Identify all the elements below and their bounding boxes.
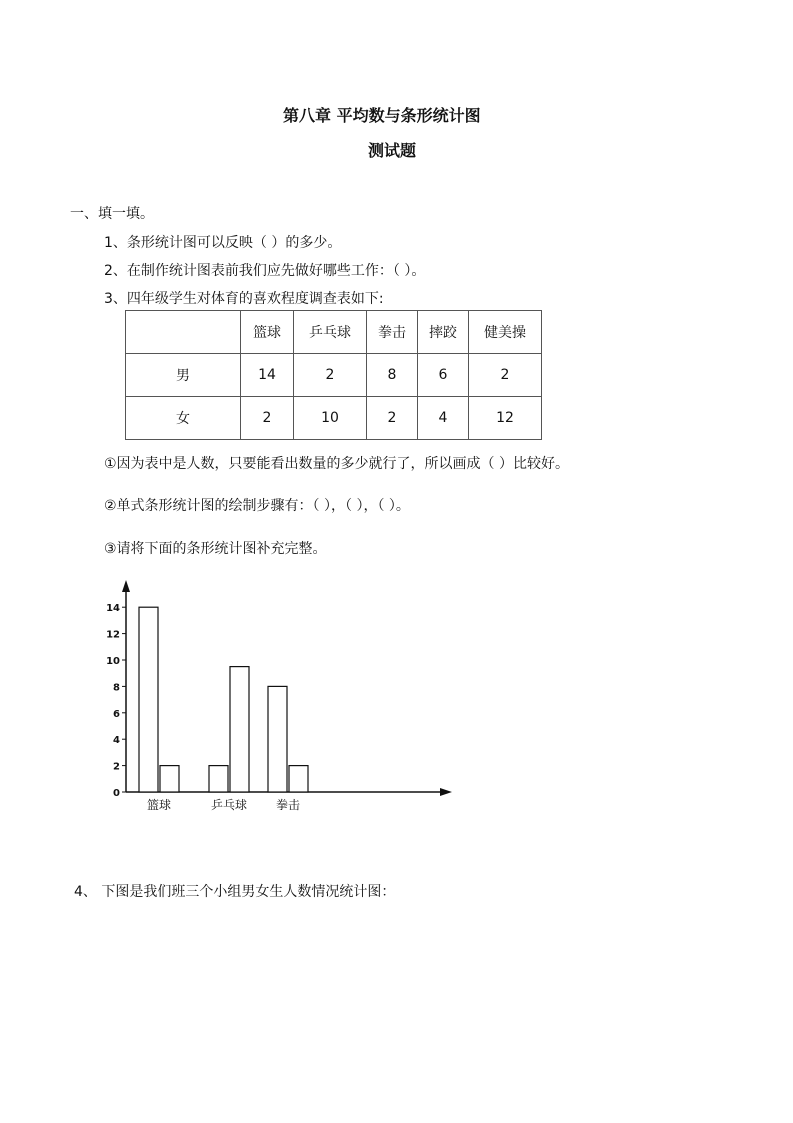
- table-row: [126, 354, 542, 397]
- y-tick-label: 4: [113, 735, 120, 747]
- table-row: [126, 397, 542, 440]
- bar: [289, 766, 308, 792]
- x-tick-label: 拳击: [275, 798, 301, 812]
- table-cell: 8: [367, 354, 418, 397]
- x-axis-arrow-icon: [440, 788, 452, 796]
- bar: [268, 686, 287, 792]
- subquestion-3: ③请将下面的条形统计图补充完整。: [104, 541, 327, 557]
- y-tick-label: 6: [113, 708, 120, 720]
- table-cell: 女: [126, 397, 241, 440]
- table-header-cell: 乒乓球: [294, 311, 367, 354]
- table-cell: 12: [469, 397, 542, 440]
- bar: [230, 667, 249, 792]
- y-tick-label: 2: [113, 761, 120, 773]
- section-heading: 一、填一填。: [70, 206, 154, 222]
- table-header-cell: 拳击: [367, 311, 418, 354]
- table-header-cell: 健美操: [469, 311, 542, 354]
- bar: [139, 607, 158, 792]
- table-cell: 男: [126, 354, 241, 397]
- subquestion-1: ①因为表中是人数，只要能看出数量的多少就行了，所以画成（ ）比较好。: [104, 456, 569, 472]
- table-header-cell: 篮球: [241, 311, 294, 354]
- y-tick-label: 14: [106, 603, 120, 615]
- table-cell: 6: [418, 354, 469, 397]
- y-tick-label: 8: [113, 682, 120, 694]
- table-cell: 2: [294, 354, 367, 397]
- table-cell: 2: [469, 354, 542, 397]
- x-tick-label: 乒乓球: [210, 798, 248, 812]
- table-header-row: [126, 311, 542, 354]
- table-cell: 2: [241, 397, 294, 440]
- table-cell: 2: [367, 397, 418, 440]
- question-3: 3、四年级学生对体育的喜欢程度调查表如下:: [104, 291, 384, 307]
- survey-table: [125, 310, 542, 440]
- page-title: 第八章 平均数与条形统计图: [283, 106, 481, 125]
- table-header-cell: 摔跤: [418, 311, 469, 354]
- x-tick-label: 篮球: [146, 798, 172, 812]
- y-tick-label: 12: [106, 629, 120, 641]
- subquestion-2: ②单式条形统计图的绘制步骤有：（ ），（ ），（ ）。: [104, 498, 410, 514]
- y-axis-arrow-icon: [122, 580, 130, 592]
- question-1: 1、条形统计图可以反映（ ）的多少。: [104, 235, 342, 251]
- question-2: 2、在制作统计图表前我们应先做好哪些工作：（ ）。: [104, 263, 426, 279]
- table-cell: 10: [294, 397, 367, 440]
- page-subtitle: 测试题: [368, 141, 417, 160]
- question-4: 4、 下图是我们班三个小组男女生人数情况统计图：: [74, 884, 396, 900]
- y-tick-label: 0: [113, 788, 120, 799]
- table-header-cell: [126, 311, 241, 354]
- y-tick-label: 10: [106, 656, 120, 667]
- bar: [160, 766, 179, 792]
- table-cell: 14: [241, 354, 294, 397]
- table-cell: 4: [418, 397, 469, 440]
- bar: [209, 766, 228, 792]
